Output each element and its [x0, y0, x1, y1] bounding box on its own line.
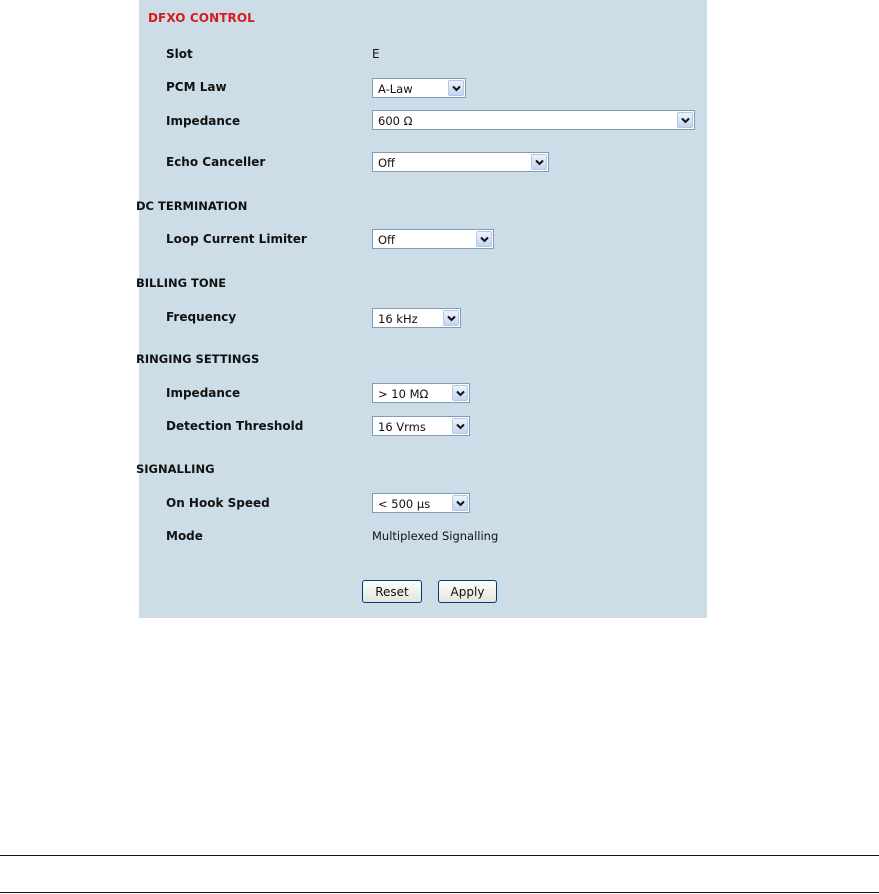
on-hook-speed-selected-value: < 500 µs: [378, 497, 431, 511]
echo-canceller-selected-value: Off: [378, 156, 395, 170]
detection-threshold-label: Detection Threshold: [166, 419, 304, 433]
pcm-law-label: PCM Law: [166, 80, 227, 94]
on-hook-speed-select[interactable]: [372, 493, 470, 513]
ringing-impedance-label: Impedance: [166, 386, 241, 400]
frequency-selected-value: 16 kHz: [378, 312, 418, 326]
dc-termination-header: DC TERMINATION: [136, 199, 248, 213]
divider-top: [0, 855, 879, 856]
impedance-selected-value: 600 Ω: [378, 114, 413, 128]
chevron-down-icon[interactable]: [476, 231, 492, 247]
mode-label: Mode: [166, 529, 203, 543]
mode-value: Multiplexed Signalling: [372, 529, 499, 543]
pcm-law-select[interactable]: [372, 78, 466, 98]
ringing-impedance-select[interactable]: [372, 383, 470, 403]
frequency-select[interactable]: [372, 308, 461, 328]
slot-value: E: [372, 47, 380, 61]
chevron-down-icon[interactable]: [677, 112, 693, 128]
chevron-down-icon[interactable]: [452, 495, 468, 511]
slot-label: Slot: [166, 47, 193, 61]
ringing-settings-header: RINGING SETTINGS: [136, 352, 260, 366]
on-hook-speed-label: On Hook Speed: [166, 496, 270, 510]
impedance-label: Impedance: [166, 114, 241, 128]
billing-tone-header: BILLING TONE: [136, 276, 227, 290]
apply-button[interactable]: Apply: [438, 580, 497, 603]
echo-canceller-select[interactable]: [372, 152, 549, 172]
chevron-down-icon[interactable]: [452, 385, 468, 401]
echo-canceller-label: Echo Canceller: [166, 155, 266, 169]
detection-threshold-selected-value: 16 Vrms: [378, 420, 426, 434]
loop-current-limiter-selected-value: Off: [378, 233, 395, 247]
divider-bottom: [0, 892, 879, 893]
frequency-label: Frequency: [166, 310, 237, 324]
panel-title: DFXO CONTROL: [148, 11, 255, 25]
detection-threshold-select[interactable]: [372, 416, 470, 436]
chevron-down-icon[interactable]: [448, 80, 464, 96]
chevron-down-icon[interactable]: [443, 310, 459, 326]
dfxo-control-panel: [136, 0, 707, 618]
chevron-down-icon[interactable]: [531, 154, 547, 170]
loop-current-limiter-select[interactable]: [372, 229, 494, 249]
reset-button[interactable]: Reset: [362, 580, 422, 603]
loop-current-limiter-label: Loop Current Limiter: [166, 232, 307, 246]
pcm-law-selected-value: A-Law: [378, 82, 413, 96]
ringing-impedance-selected-value: > 10 MΩ: [378, 387, 429, 401]
signalling-header: SIGNALLING: [136, 462, 215, 476]
impedance-select[interactable]: [372, 110, 695, 130]
chevron-down-icon[interactable]: [452, 418, 468, 434]
